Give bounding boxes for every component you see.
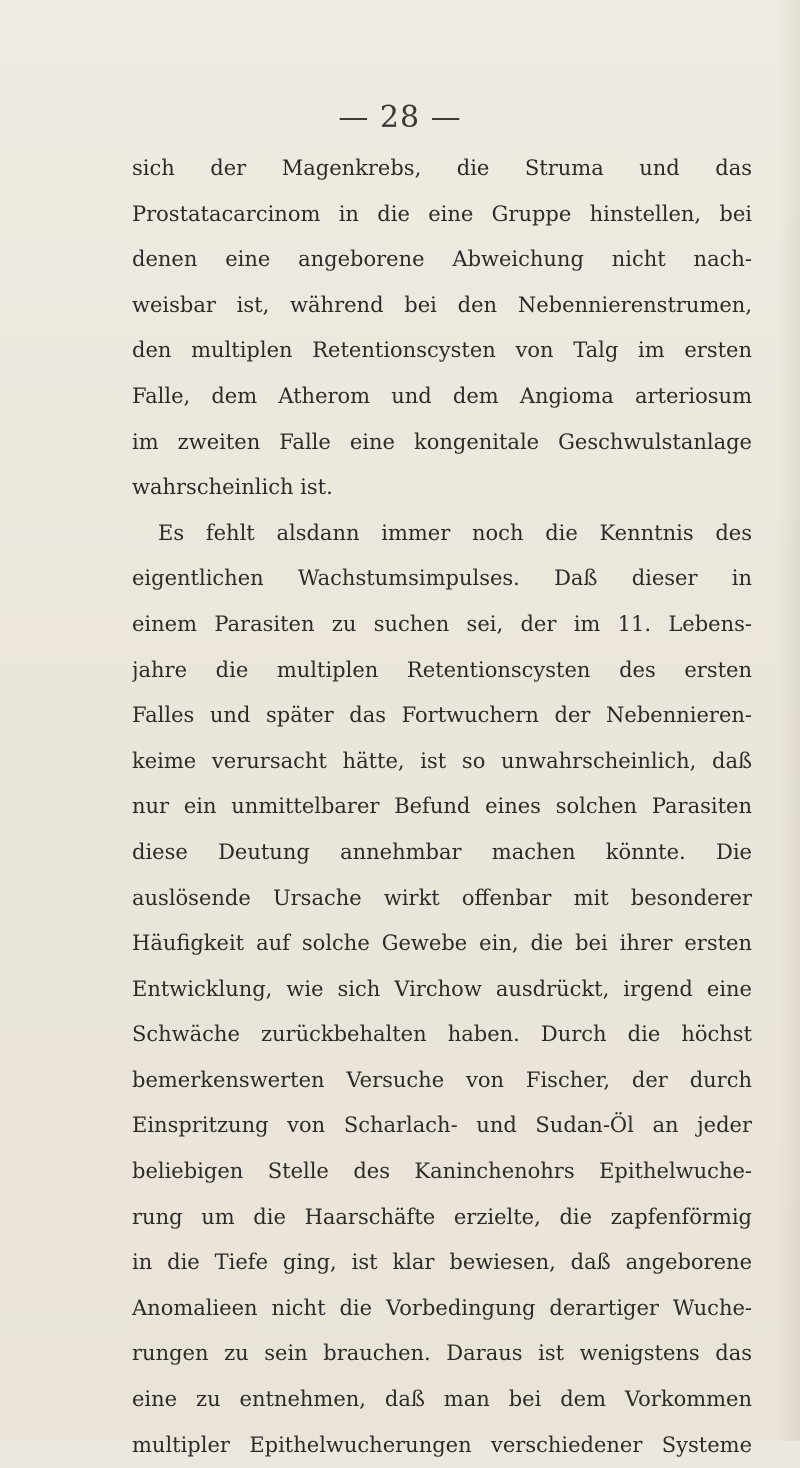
text-line: weisbar ist, während bei den Nebennierenstrumen, [132, 292, 752, 317]
text-line: bemerkenswerten Versuche von Fischer, der durch [132, 1067, 752, 1092]
text-line: denen eine angeborene Abweichung nicht nach- [132, 247, 752, 272]
text-line: eigentlichen Wachstumsimpulses. Daß dieser in [132, 566, 752, 591]
text-line: jahre die multiplen Retentionscysten des ersten [132, 657, 752, 682]
text-line: Prostatacarcinom in die eine Gruppe hinstellen, bei [132, 201, 752, 226]
text-line: diese Deutung annehmbar machen könnte. Die [132, 839, 752, 864]
text-line: sich der Magenkrebs, die Struma und das [132, 156, 752, 180]
page-number: — 28 — [338, 100, 462, 135]
text-line: Schwäche zurückbehalten haben. Durch die höchst [132, 1022, 752, 1047]
text-line: Anomalieen nicht die Vorbedingung derartiger Wuche- [132, 1295, 752, 1320]
text-line: Entwicklung, wie sich Virchow ausdrückt, irgend eine [132, 976, 752, 1001]
text-line: rungen zu sein brauchen. Daraus ist wenigstens das [132, 1341, 752, 1366]
text-line: Falles und später das Fortwuchern der Nebennieren- [132, 703, 752, 728]
text-line: im zweiten Falle eine kongenitale Geschwulstanlage [132, 429, 752, 454]
text-line: beliebigen Stelle des Kaninchenohrs Epithelwuche- [132, 1159, 752, 1184]
text-line: Falle, dem Atherom und dem Angioma arteriosum [132, 383, 752, 408]
text-line: den multiplen Retentionscysten von Talg im ersten [132, 338, 752, 363]
text-line: Häufigkeit auf solche Gewebe ein, die bei ihrer ersten [132, 931, 752, 956]
text-line: auslösende Ursache wirkt offenbar mit besonderer [132, 885, 752, 910]
text-line: nur ein unmittelbarer Befund eines solchen Parasiten [132, 794, 752, 819]
text-line: Es fehlt alsdann immer noch die Kenntnis des [158, 520, 752, 545]
text-line: in die Tiefe ging, ist klar bewiesen, daß angeborene [132, 1250, 752, 1275]
text-line: eine zu entnehmen, daß man bei dem Vorkommen [132, 1387, 752, 1412]
text-line: Einspritzung von Scharlach- und Sudan-Öl an jeder [132, 1113, 752, 1138]
body-text [132, 146, 752, 1468]
page-edge-shadow [778, 0, 800, 1441]
text-line: keime verursacht hätte, ist so unwahrscheinlich, daß [132, 748, 752, 773]
text-line: einem Parasiten zu suchen sei, der im 11. Lebens- [132, 611, 752, 636]
text-line: rung um die Haarschäfte erzielte, die zapfenförmig [132, 1204, 752, 1229]
text-line: wahrscheinlich ist. [132, 475, 333, 500]
text-line: multipler Epithelwucherungen verschiedener Systeme [132, 1432, 752, 1457]
